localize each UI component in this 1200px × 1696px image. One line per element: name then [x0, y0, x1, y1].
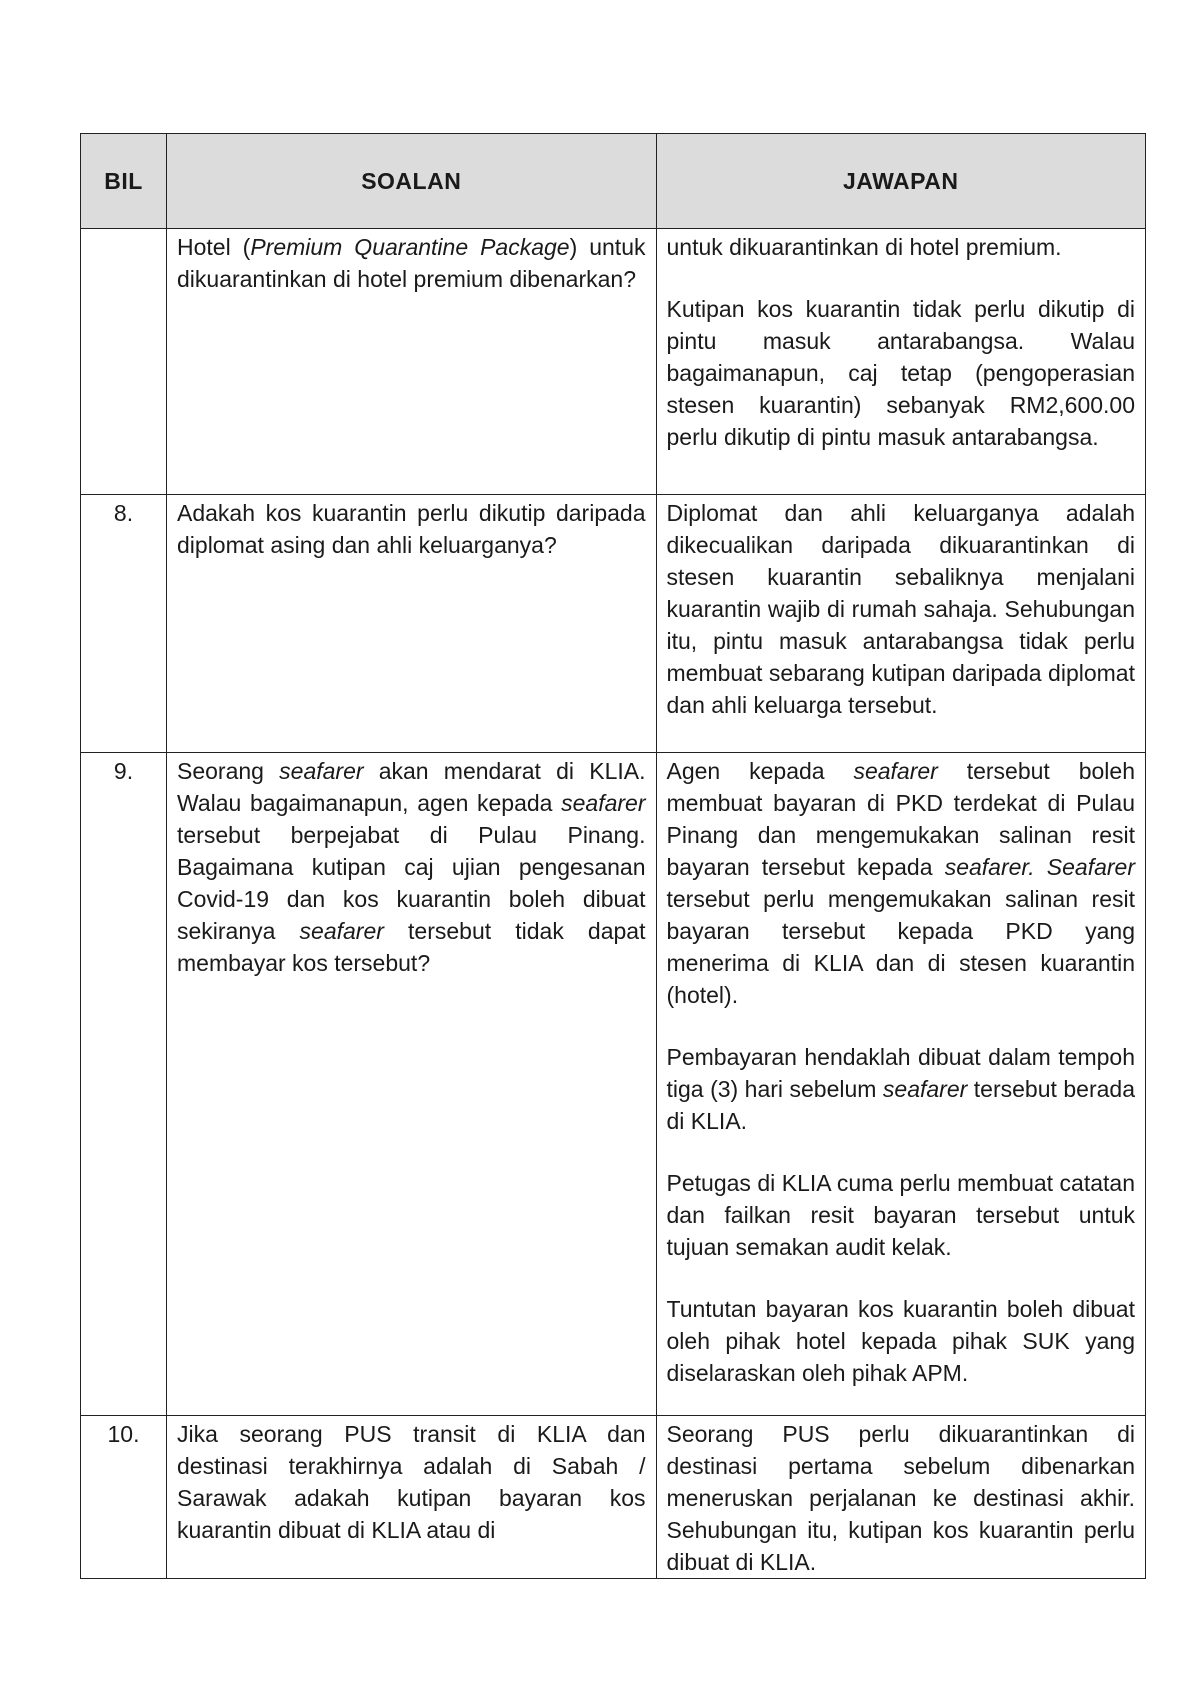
italic-text: Premium Quarantine Package — [250, 234, 570, 260]
row-number: 8. — [81, 495, 167, 753]
text-segment: Jika seorang PUS transit di KLIA dan destinasi terakhirnya adalah di Sabah / Sarawak adakah kutipan bayaran kos kuarantin dibuat di KLIA atau di — [177, 1421, 646, 1543]
text-segment: tersebut berpejabat di Pulau Pinang. Bagaimana kutipan caj ujian pengesanan Covid-19 dan kos kuarantin boleh dibuat sekiranya — [177, 822, 646, 944]
table-body — [81, 229, 1146, 1579]
text-segment: Seorang PUS perlu dikuarantinkan di destinasi pertama sebelum dibenarkan meneruskan perjalanan ke destinasi akhir. Sehubungan itu, kutipan kos kuarantin perlu dibuat di KLIA. — [666, 1421, 1135, 1575]
italic-text: seafarer — [853, 758, 938, 784]
italic-text: seafarer — [279, 758, 364, 784]
italic-text: seafarer — [882, 1076, 968, 1102]
header-jawapan: JAWAPAN — [656, 134, 1146, 229]
text-segment: Diplomat dan ahli keluarganya adalah dikecualikan daripada dikuarantinkan di stesen kuarantin sebaliknya menjalani kuarantin wajib di rumah sahaja. Sehubungan itu, pintu masuk antarabangsa tidak perlu membuat sebarang kutipan daripada diplomat dan ahli keluarga tersebut. — [666, 500, 1135, 718]
text-segment: tersebut boleh membuat bayaran di PKD terdekat di Pulau Pinang dan mengemukakan salinan resit bayaran tersebut kepada — [666, 758, 1135, 880]
text-segment: tersebut berada di KLIA. — [666, 1076, 1135, 1134]
text-segment: Petugas di KLIA cuma perlu membuat catatan dan failkan resit bayaran tersebut untuk tujuan semakan audit kelak. — [666, 1170, 1135, 1260]
italic-text: seafarer — [299, 918, 384, 944]
italic-text: seafarer. Seafarer — [944, 854, 1135, 880]
text-segment: tersebut perlu mengemukakan salinan resit bayaran tersebut kepada PKD yang menerima di KLIA dan di stesen kuarantin (hotel). — [666, 886, 1135, 1008]
table-row — [81, 495, 1146, 753]
answer-paragraph — [667, 293, 1136, 453]
row-number: 9. — [81, 753, 167, 1416]
answer-paragraph — [667, 231, 1136, 263]
answer-paragraph — [667, 1167, 1136, 1263]
text-segment: Adakah kos kuarantin perlu dikutip daripada diplomat asing dan ahli keluarganya? — [177, 500, 646, 558]
answer-cell — [656, 495, 1146, 753]
answer-paragraph — [667, 497, 1136, 721]
header-row — [81, 134, 1146, 229]
text-segment: Pembayaran hendaklah dibuat dalam tempoh tiga (3) hari sebelum — [666, 1044, 1135, 1102]
table-row — [81, 229, 1146, 495]
answer-paragraph — [667, 1041, 1136, 1137]
question-cell — [167, 753, 657, 1416]
faq-table — [80, 133, 1146, 1579]
row-number — [81, 229, 167, 495]
text-segment: Agen kepada — [666, 758, 854, 784]
text-segment: akan mendarat di KLIA. Walau bagaimanapun, agen kepada — [177, 758, 646, 816]
table-header — [81, 134, 1146, 229]
question-cell — [167, 1416, 657, 1579]
text-segment: Hotel ( — [177, 234, 251, 260]
row-number: 10. — [81, 1416, 167, 1579]
text-segment: Kutipan kos kuarantin tidak perlu dikutip di pintu masuk antarabangsa. Walau bagaimanapun, caj tetap (pengoperasian stesen kuarantin) sebanyak RM2,600.00 perlu dikutip di pintu masuk antarabangsa. — [666, 296, 1135, 450]
question-cell — [167, 229, 657, 495]
answer-cell — [656, 1416, 1146, 1579]
text-segment: untuk dikuarantinkan di hotel premium. — [666, 234, 1062, 260]
text-segment: tersebut tidak dapat membayar kos tersebut? — [177, 918, 646, 976]
answer-cell — [656, 229, 1146, 495]
answer-cell — [656, 753, 1146, 1416]
table-row — [81, 753, 1146, 1416]
header-bil: BIL — [81, 134, 167, 229]
text-segment: ) untuk dikuarantinkan di hotel premium dibenarkan? — [177, 234, 646, 292]
header-soalan: SOALAN — [167, 134, 657, 229]
text-segment: Seorang — [177, 758, 280, 784]
italic-text: seafarer — [561, 790, 646, 816]
table-row — [81, 1416, 1146, 1579]
answer-paragraph — [667, 755, 1136, 1011]
answer-paragraph — [667, 1293, 1136, 1389]
answer-paragraph — [667, 1418, 1136, 1578]
text-segment: Tuntutan bayaran kos kuarantin boleh dibuat oleh pihak hotel kepada pihak SUK yang diselaraskan oleh pihak APM. — [666, 1296, 1135, 1386]
question-cell — [167, 495, 657, 753]
